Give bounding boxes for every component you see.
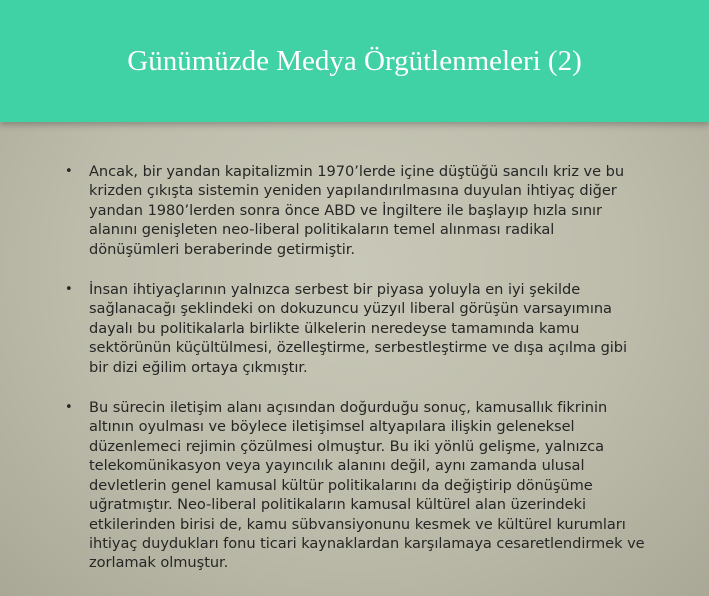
bullet-text: İnsan ihtiyaçlarının yalnızca serbest bir piyasa yoluyla en iyi şekilde sağlanacağı şeklindeki on dokuzuncu yüzyıl liberal görüşün varsayımına dayalı bu politikalarla birlikte ülkelerin neredeyse tamamında kamu sektörünün küçültülmesi, özelleştirme, serbestleştirme ve dışa açılma gibi bir dizi eğilim ortaya çıkmıştır. [89,281,628,376]
bullet-text: Ancak, bir yandan kapitalizmin 1970’lerde içine düştüğü sancılı kriz ve bu krizden çıkışta sistemin yeniden yapılandırılmasına duyulan ihtiyaç diğer yandan 1980’lerden sonra önce ABD ve İngiltere ile başlayıp hızla sınır alanını genişleten neo-liberal politikaların temel alınması radikal dönüşümleri beraberinde getirmiştir. [89,163,625,258]
bullet-item [60,280,646,377]
bullet-icon: • [65,400,73,416]
slide-title: Günümüzde Medya Örgütlenmeleri (2) [127,45,582,77]
bullet-list [60,162,646,594]
title-bar [0,0,709,122]
bullet-item [60,162,646,259]
bullet-item [60,398,646,573]
bullet-icon: • [65,282,73,298]
bullet-text: Bu sürecin iletişim alanı açısından doğurduğu sonuç, kamusallık fikrinin altının oyulması ve böylece iletişimsel altyapılara ilişkin geleneksel düzenlemeci rejimin çözülmesi olmuştur. Bu iki yönlü gelişme, yalnızca telekomünikasyon veya yayıncılık alanını değil, aynı zamanda ulusal devletlerin genel kamusal kültür politikalarını da değiştirip dönüşüme uğratmıştır. Neo-liberal politikaların kamusal kültürel alan üzerindeki etkilerinden birisi de, kamu sübvansiyonunu kesmek ve kültürel kurumları ihtiyaç duydukları fonu ticari kaynaklardan karşılamaya cesaretlendirmek ve zorlamak olmuştur. [89,399,645,572]
bullet-icon: • [65,164,73,179]
